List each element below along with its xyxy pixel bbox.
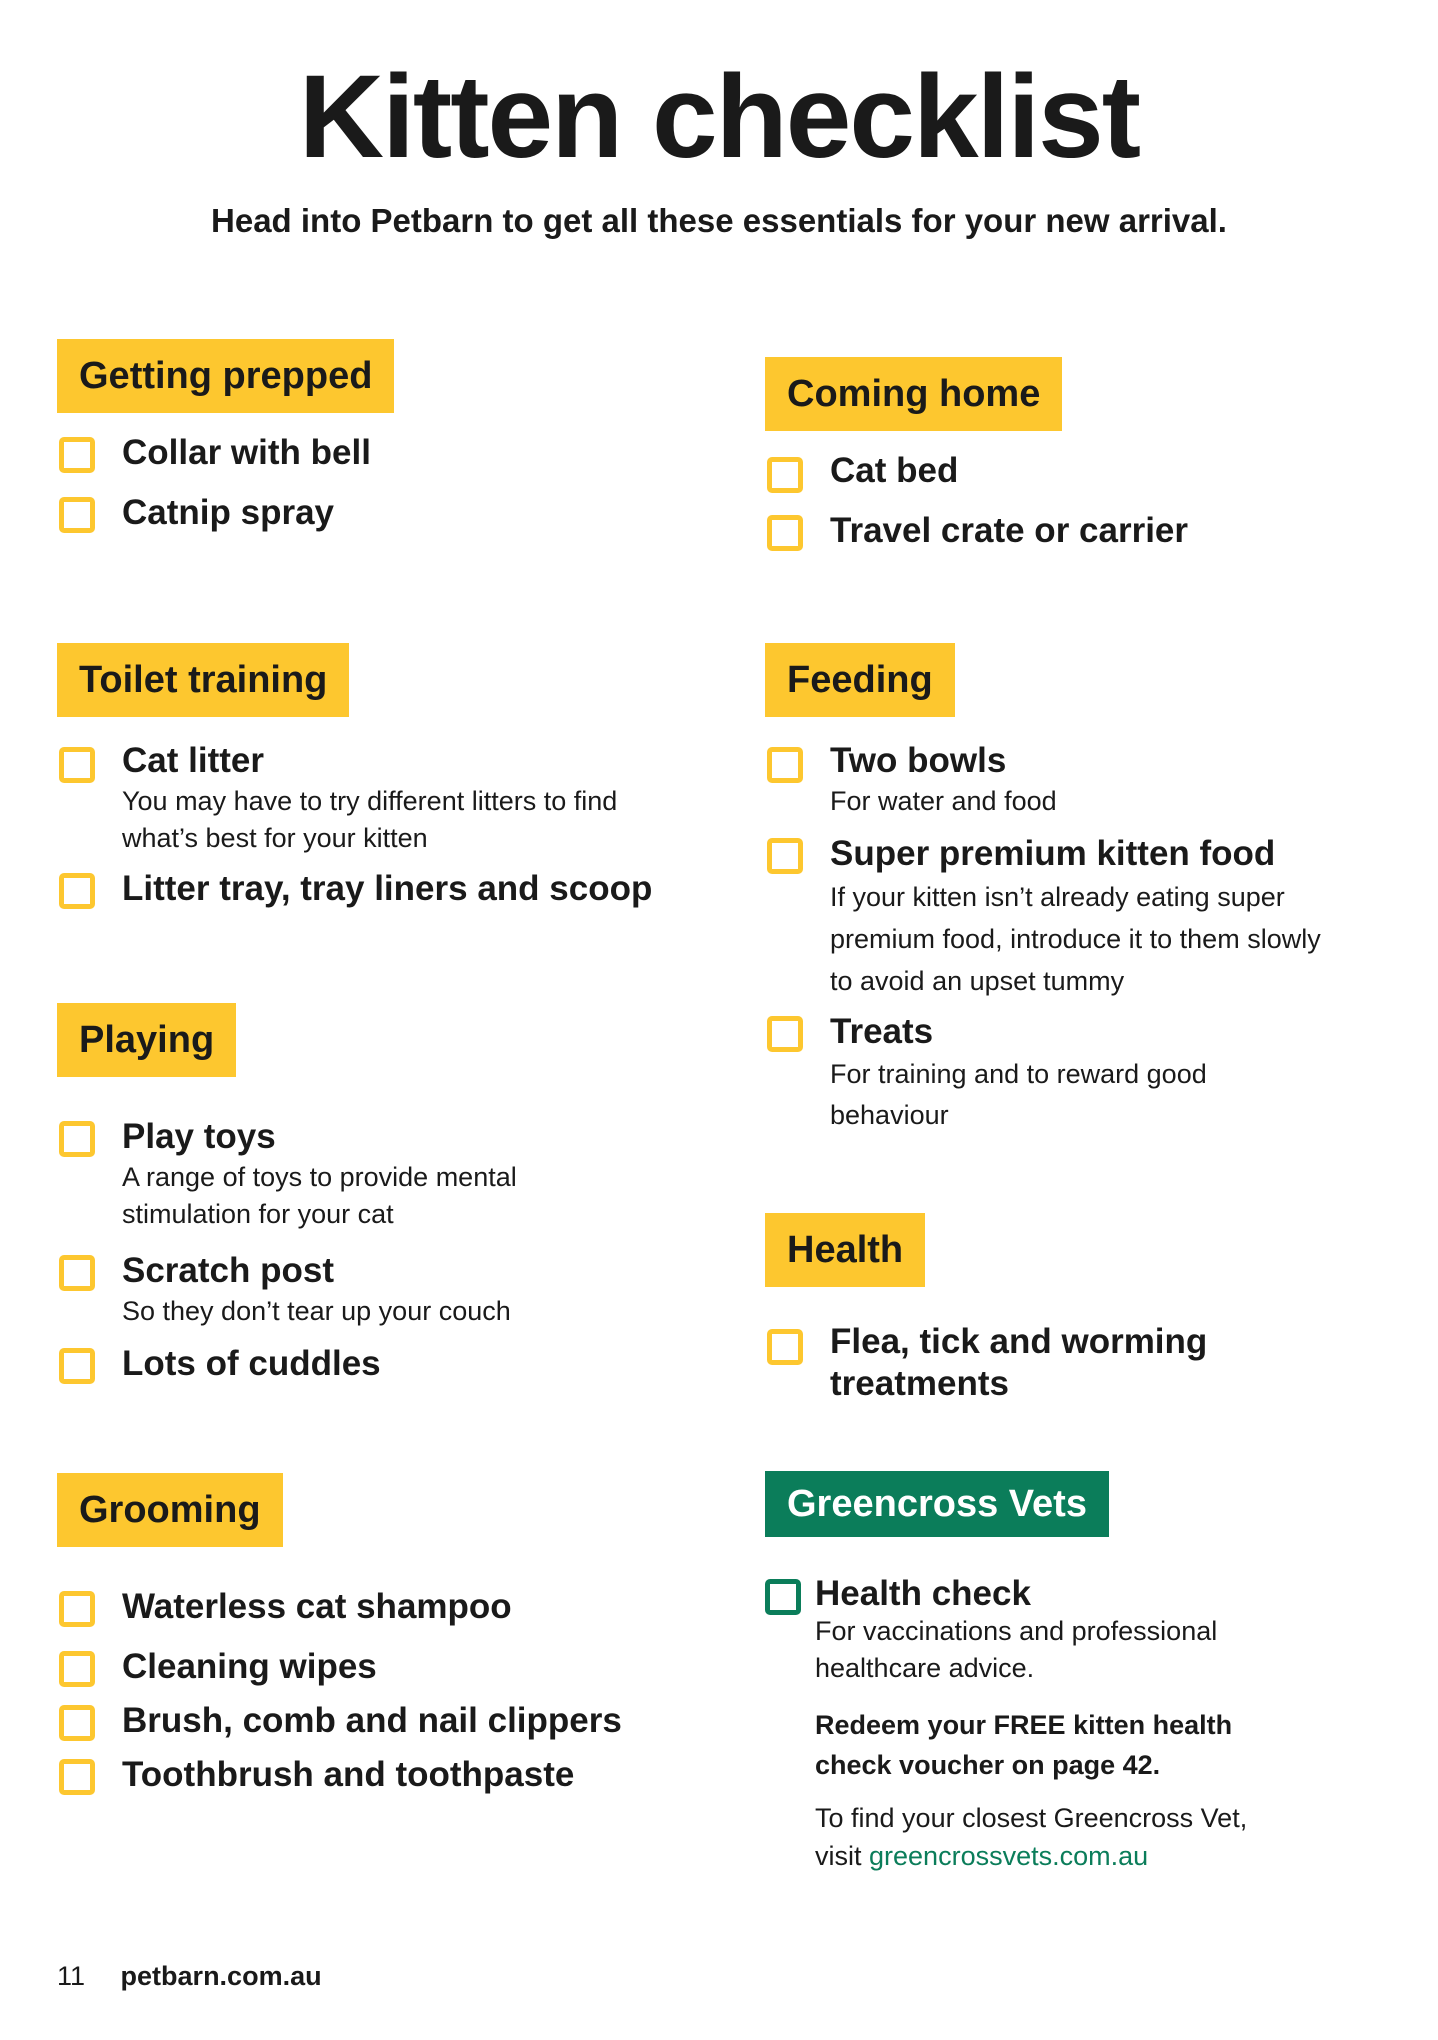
item-label: Super premium kitten food: [830, 834, 1276, 873]
section-heading: Toilet training: [57, 643, 349, 717]
checkbox-icon[interactable]: [767, 747, 803, 783]
checkbox-icon[interactable]: [59, 873, 95, 909]
item-label: Cat litter: [122, 741, 264, 780]
checkbox-icon[interactable]: [59, 1255, 95, 1291]
greencross-link[interactable]: greencrossvets.com.au: [869, 1841, 1149, 1871]
find-vet-text: To find your closest Greencross Vet, visit: [815, 1803, 1248, 1871]
item-label: Waterless cat shampoo: [122, 1587, 512, 1626]
item-label: Health check: [815, 1574, 1031, 1613]
checkbox-icon[interactable]: [767, 1329, 803, 1365]
page-number: 11: [57, 1961, 86, 1991]
checkbox-icon[interactable]: [765, 1579, 801, 1615]
checklist-item: [57, 491, 697, 535]
item-description: For water and food: [830, 786, 1057, 816]
checkbox-icon[interactable]: [59, 1759, 95, 1795]
section-feeding: [765, 643, 1405, 1136]
checkbox-icon[interactable]: [767, 1016, 803, 1052]
section-greencross-vets: [765, 1471, 1405, 1875]
checklist-item: [57, 1585, 697, 1629]
checklist-item: [57, 1249, 697, 1330]
checklist-item: [57, 431, 697, 475]
section-heading: Feeding: [765, 643, 955, 717]
item-description: A range of toys to provide mental stimulation for your cat: [122, 1162, 517, 1229]
checklist-item: [57, 1342, 697, 1386]
page-footer: [57, 1958, 322, 1994]
page-subtitle: Head into Petbarn to get all these essentials for your new arrival.: [211, 202, 1227, 239]
checkbox-icon[interactable]: [59, 437, 95, 473]
checklist-item: [57, 739, 697, 857]
checkbox-icon[interactable]: [59, 1651, 95, 1687]
item-label: Travel crate or carrier: [830, 511, 1189, 550]
item-description: For training and to reward good behaviour: [830, 1059, 1207, 1130]
checklist-item: [765, 1575, 1405, 1875]
section-playing: [57, 1003, 697, 1386]
item-description: For vaccinations and professional healthcare advice.: [815, 1616, 1218, 1683]
checklist-item: [57, 1645, 697, 1689]
section-heading: Coming home: [765, 357, 1062, 431]
checkbox-icon[interactable]: [59, 1591, 95, 1627]
checklist-item: [765, 832, 1405, 1002]
item-label: Two bowls: [830, 741, 1007, 780]
checklist-item: [765, 1010, 1405, 1136]
footer-site-link[interactable]: petbarn.com.au: [120, 1961, 322, 1991]
checklist-item: [57, 1115, 697, 1233]
find-vet-note: [815, 1799, 1295, 1875]
checklist-item: [765, 509, 1405, 553]
item-label: Collar with bell: [122, 433, 371, 472]
checkbox-icon[interactable]: [767, 515, 803, 551]
section-health: [765, 1213, 1405, 1405]
item-description: If your kitten isn’t already eating super premium food, introduce it to them slowly to avoid an upset tummy: [830, 882, 1321, 996]
item-label: Brush, comb and nail clippers: [122, 1701, 622, 1740]
item-label: Litter tray, tray liners and scoop: [122, 869, 653, 908]
page-title: Kitten checklist: [298, 51, 1140, 183]
item-label: Play toys: [122, 1117, 276, 1156]
checkbox-icon[interactable]: [59, 1348, 95, 1384]
checklist-item: [57, 1753, 697, 1797]
section-grooming: [57, 1473, 697, 1797]
checklist-item: [57, 1699, 697, 1743]
section-heading: Health: [765, 1213, 925, 1287]
checkbox-icon[interactable]: [59, 1121, 95, 1157]
section-heading: Greencross Vets: [765, 1471, 1109, 1537]
checkbox-icon[interactable]: [59, 497, 95, 533]
checkbox-icon[interactable]: [767, 457, 803, 493]
item-label: Cat bed: [830, 451, 959, 490]
section-coming-home: [765, 357, 1405, 553]
item-label: Flea, tick and worming treatments: [830, 1322, 1208, 1403]
checklist-item: [57, 867, 697, 911]
checklist-item: [765, 1321, 1405, 1405]
item-label: Cleaning wipes: [122, 1647, 377, 1686]
section-toilet-training: [57, 643, 697, 911]
checkbox-icon[interactable]: [59, 747, 95, 783]
voucher-note: Redeem your FREE kitten health check voucher on page 42.: [815, 1710, 1233, 1780]
section-heading: Grooming: [57, 1473, 283, 1547]
item-label: Treats: [830, 1012, 934, 1051]
item-description: So they don’t tear up your couch: [122, 1296, 511, 1326]
section-heading: Getting prepped: [57, 339, 394, 413]
item-label: Catnip spray: [122, 493, 334, 532]
checkbox-icon[interactable]: [767, 838, 803, 874]
item-label: Lots of cuddles: [122, 1344, 381, 1383]
checklist-item: [765, 449, 1405, 493]
item-description: You may have to try different litters to find what’s best for your kitten: [122, 786, 618, 853]
item-label: Scratch post: [122, 1251, 334, 1290]
checklist-item: [765, 739, 1405, 820]
item-label: Toothbrush and toothpaste: [122, 1755, 575, 1794]
section-getting-prepped: [57, 339, 697, 535]
checkbox-icon[interactable]: [59, 1705, 95, 1741]
section-heading: Playing: [57, 1003, 236, 1077]
